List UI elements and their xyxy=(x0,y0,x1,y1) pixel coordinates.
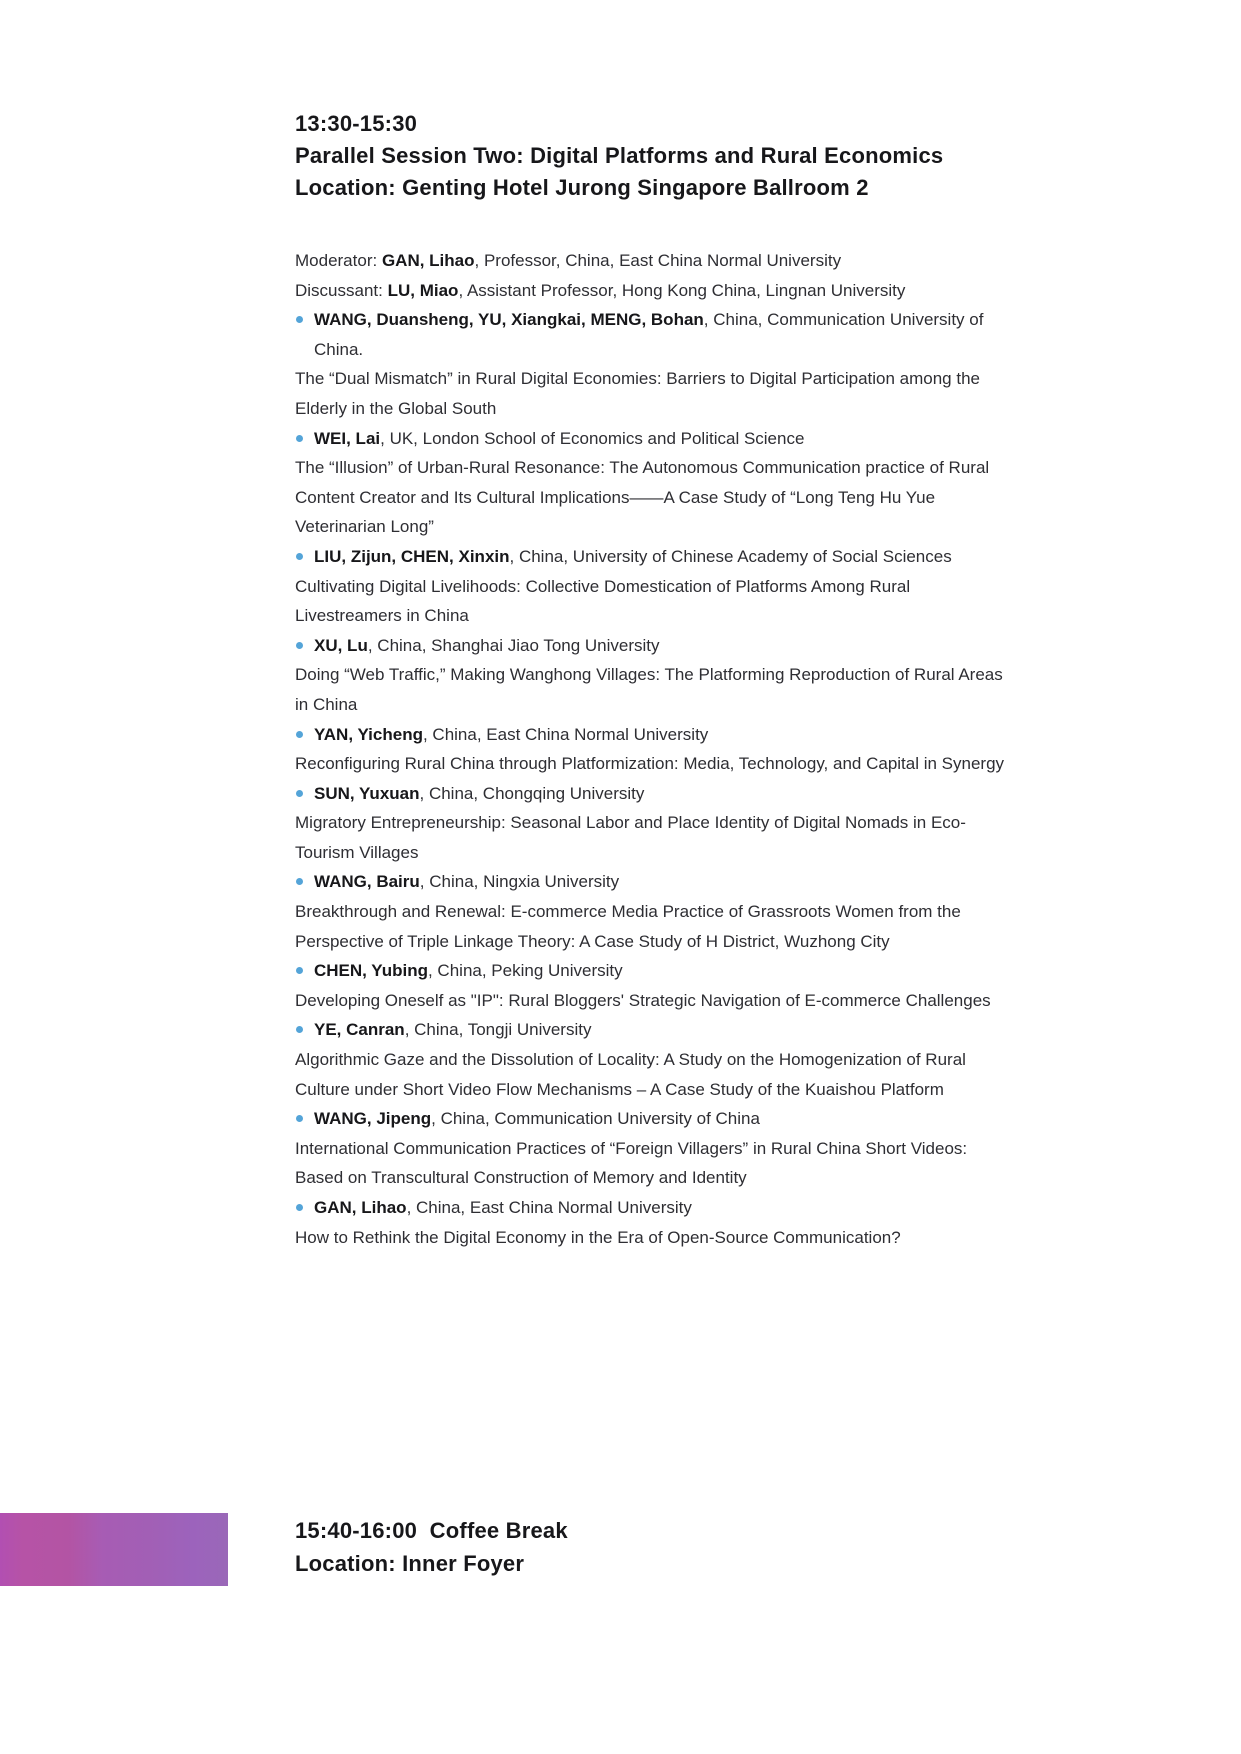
presentation-author-line xyxy=(295,867,1011,897)
presentation-title: Breakthrough and Renewal: E-commerce Media Practice of Grassroots Women from the Perspective of Triple Linkage Theory: A Case Study of H District, Wuzhong City xyxy=(295,902,961,951)
session-body xyxy=(295,246,1011,1252)
author-affiliation: , China, Communication University of China xyxy=(431,1109,760,1129)
moderator-line xyxy=(295,246,1011,276)
discussant-details: , Assistant Professor, Hong Kong China, Lingnan University xyxy=(458,280,906,300)
presentation-item xyxy=(295,631,1011,720)
session-time: 13:30-15:30 xyxy=(295,111,418,136)
bullet-icon xyxy=(296,731,303,738)
session-location: Location: Genting Hotel Jurong Singapore Ballroom 2 xyxy=(295,175,869,200)
presentation-author-line xyxy=(295,1015,1011,1045)
presentation-author-line xyxy=(295,631,1011,661)
presentation-title: Reconfiguring Rural China through Platformization: Media, Technology, and Capital in Synergy xyxy=(295,754,1005,774)
presentation-item xyxy=(295,424,1011,542)
bullet-icon xyxy=(296,967,303,974)
presentation-author-line xyxy=(295,779,1011,809)
bullet-icon xyxy=(296,878,303,885)
coffee-break-heading xyxy=(295,1514,568,1580)
presentation-author-line xyxy=(295,305,1011,364)
author-names: XU, Lu xyxy=(314,635,368,655)
presentation-title: International Communication Practices of “Foreign Villagers” in Rural China Short Videos: Based on Transcultural Construction of Memory and Identity xyxy=(295,1138,968,1188)
author-names: CHEN, Yubing xyxy=(314,961,428,981)
bullet-icon xyxy=(296,1115,303,1122)
author-affiliation: , China, East China Normal University xyxy=(406,1198,692,1217)
author-names: LIU, Zijun, CHEN, Xinxin xyxy=(314,546,510,566)
presentation-title: Migratory Entrepreneurship: Seasonal Labor and Place Identity of Digital Nomads in Eco-Tourism Villages xyxy=(295,813,966,862)
bullet-icon xyxy=(296,316,303,323)
discussant-label: Discussant: xyxy=(295,280,388,300)
session-title: Parallel Session Two: Digital Platforms and Rural Economics xyxy=(295,143,944,168)
presentation-title: Developing Oneself as "IP": Rural Bloggers' Strategic Navigation of E-commerce Challenges xyxy=(295,990,991,1010)
author-names: WEI, Lai xyxy=(314,428,381,448)
gradient-bar xyxy=(0,1513,228,1586)
presentation-item xyxy=(295,1104,1011,1193)
presentation-item xyxy=(295,867,1011,956)
author-affiliation: , China, Chongqing University xyxy=(419,783,645,803)
presentation-title: The “Illusion” of Urban-Rural Resonance: The Autonomous Communication practice of Rural Content Creator and Its Cultural Implications——A Case Study of “Long Teng Hu Yue Veterinarian Long” xyxy=(295,458,990,537)
author-names: WANG, Duansheng, YU, Xiangkai, MENG, Bohan xyxy=(314,310,704,330)
session-header xyxy=(295,108,1011,204)
bullet-icon xyxy=(296,553,303,560)
author-names: YAN, Yicheng xyxy=(314,724,423,744)
presentation-item xyxy=(295,542,1011,631)
coffee-break-time-title: 15:40-16:00 Coffee Break xyxy=(295,1518,568,1543)
author-affiliation: , UK, London School of Economics and Political Science xyxy=(380,428,805,448)
presentation-item xyxy=(295,1193,1011,1252)
bullet-icon xyxy=(296,435,303,442)
presentation-author-line xyxy=(295,956,1011,986)
author-affiliation: , China, University of Chinese Academy of Social Sciences xyxy=(509,546,952,566)
presentation-item xyxy=(295,779,1011,868)
bullet-icon xyxy=(296,1204,303,1211)
bullet-icon xyxy=(296,1026,303,1033)
bullet-icon xyxy=(296,790,303,797)
author-affiliation: , China, Tongji University xyxy=(404,1020,592,1040)
coffee-break-location: Location: Inner Foyer xyxy=(295,1551,525,1576)
presentation-title: How to Rethink the Digital Economy in the Era of Open-Source Communication? xyxy=(295,1227,901,1247)
moderator-name: GAN, Lihao xyxy=(381,251,475,270)
session-block xyxy=(295,108,1011,1252)
presentation-item xyxy=(295,1015,1011,1104)
author-names: SUN, Yuxuan xyxy=(314,783,420,803)
presentation-item xyxy=(295,720,1011,779)
presentation-author-line xyxy=(295,720,1011,750)
presentation-author-line xyxy=(295,424,1011,454)
author-affiliation: , China, Ningxia University xyxy=(419,872,620,892)
author-names: GAN, Lihao xyxy=(314,1198,407,1217)
moderator-details: , Professor, China, East China Normal University xyxy=(474,251,842,270)
presentation-author-line xyxy=(295,1193,1011,1223)
author-affiliation: , China, Communication University of China. xyxy=(314,310,984,359)
moderator-label: Moderator: xyxy=(295,251,382,270)
author-affiliation: , China, Shanghai Jiao Tong University xyxy=(367,635,660,655)
presentation-item xyxy=(295,305,1011,423)
presentation-author-line xyxy=(295,1104,1011,1134)
author-affiliation: , China, East China Normal University xyxy=(422,724,709,744)
presentation-title: Doing “Web Traffic,” Making Wanghong Villages: The Platforming Reproduction of Rural Areas in China xyxy=(295,665,1003,714)
presentation-title: Algorithmic Gaze and the Dissolution of Locality: A Study on the Homogenization of Rural Culture under Short Video Flow Mechanisms – A Case Study of the Kuaishou Platform xyxy=(295,1050,966,1099)
author-affiliation: , China, Peking University xyxy=(427,961,623,981)
discussant-name: LU, Miao xyxy=(387,280,459,300)
presentation-title: Cultivating Digital Livelihoods: Collective Domestication of Platforms Among Rural Livestreamers in China xyxy=(295,576,911,626)
discussant-line xyxy=(295,276,1011,306)
author-names: WANG, Bairu xyxy=(314,872,420,892)
presentations-list xyxy=(295,305,1011,1252)
presentation-item xyxy=(295,956,1011,1015)
presentation-author-line xyxy=(295,542,1011,572)
bullet-icon xyxy=(296,642,303,649)
presentation-title: The “Dual Mismatch” in Rural Digital Economies: Barriers to Digital Participation among the Elderly in the Global South xyxy=(295,369,980,418)
author-names: YE, Canran xyxy=(314,1020,405,1040)
author-names: WANG, Jipeng xyxy=(314,1109,432,1129)
